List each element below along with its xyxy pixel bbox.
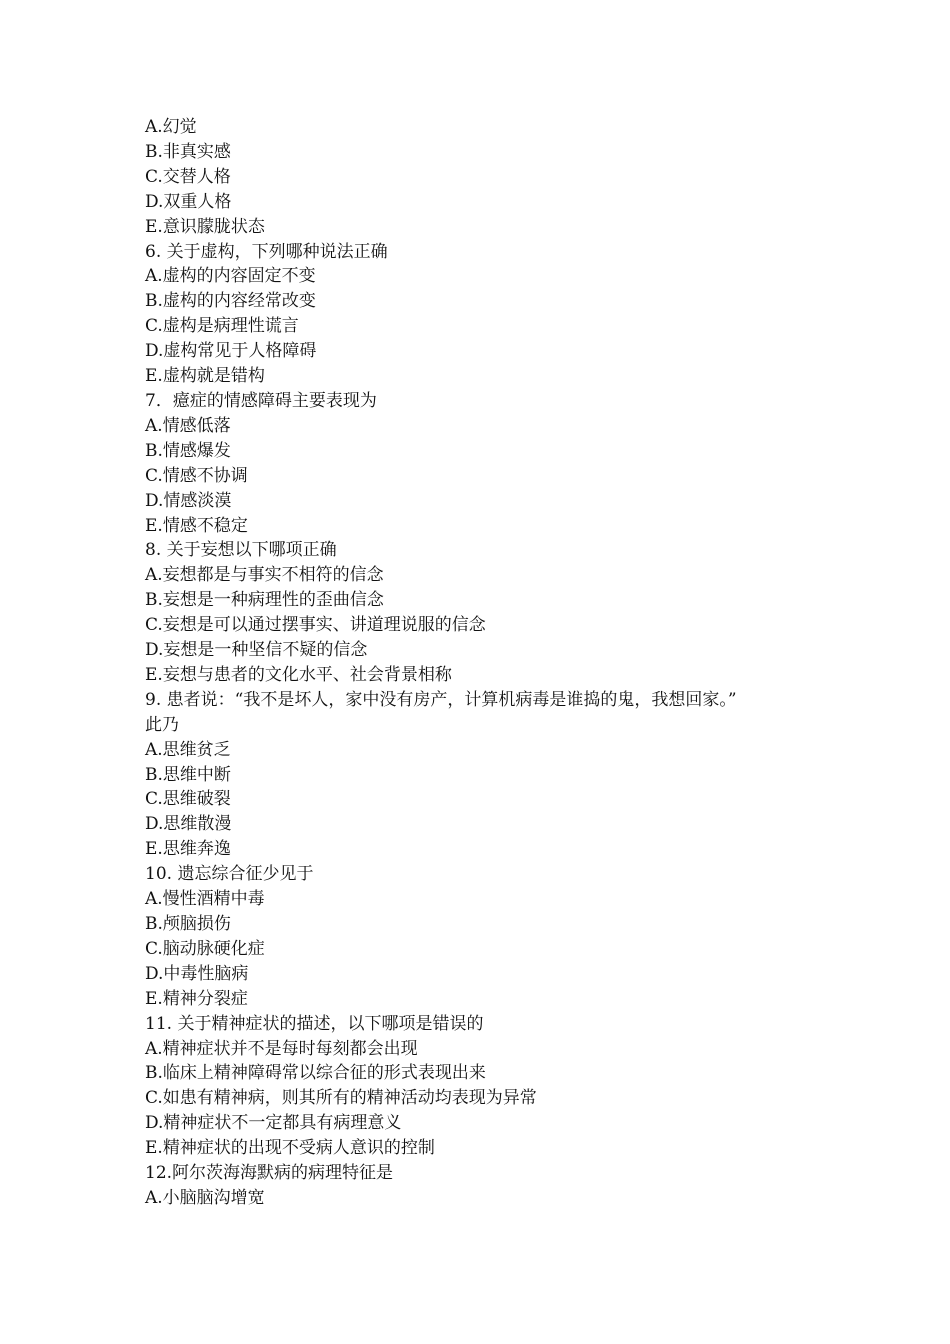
option-line: E.思维奔逸 xyxy=(145,839,231,860)
option-line: D.虚构常见于人格障碍 xyxy=(145,341,317,362)
option-line: B.妄想是一种病理性的歪曲信念 xyxy=(145,590,384,611)
option-line: B.思维中断 xyxy=(145,764,231,785)
option-line: B.情感爆发 xyxy=(145,440,231,461)
option-line: B.颅脑损伤 xyxy=(145,914,231,934)
question-line: 8. 关于妄想以下哪项正确 xyxy=(145,540,337,561)
question-line-continuation: 此乃 xyxy=(145,714,179,735)
option-line: C.情感不协调 xyxy=(145,465,248,486)
option-line: E.精神分裂症 xyxy=(145,988,248,1009)
option-line: C.脑动脉硬化症 xyxy=(145,938,265,959)
option-line: A.情感低落 xyxy=(145,415,231,436)
option-line: C.如患有精神病，则其所有的精神活动均表现为异常 xyxy=(145,1088,537,1109)
question-line: 9. 患者说：“我不是坏人，家中没有房产，计算机病毒是谁捣的鬼，我想回家。” xyxy=(145,689,737,710)
question-line: 10. 遗忘综合征少见于 xyxy=(145,864,314,885)
option-line: A.小脑脑沟增宽 xyxy=(145,1187,265,1208)
question-line: 6. 关于虚构，下列哪种说法正确 xyxy=(145,241,388,262)
option-line: C.思维破裂 xyxy=(145,789,231,810)
option-line: B.虚构的内容经常改变 xyxy=(145,291,316,312)
question-line: 12.阿尔茨海海默病的病理特征是 xyxy=(145,1163,394,1184)
option-line: D.中毒性脑病 xyxy=(145,963,249,984)
option-line: E.妄想与患者的文化水平、社会背景相称 xyxy=(145,664,452,685)
option-line: D.双重人格 xyxy=(145,191,232,212)
option-line: A.幻觉 xyxy=(145,117,197,137)
question-line: 11. 关于精神症状的描述，以下哪项是错误的 xyxy=(145,1013,484,1034)
option-line: C.交替人格 xyxy=(145,166,231,187)
option-line: A.妄想都是与事实不相符的信念 xyxy=(145,565,384,586)
option-line: A.虚构的内容固定不变 xyxy=(145,266,316,287)
document-body xyxy=(145,115,835,1211)
option-line: D.妄想是一种坚信不疑的信念 xyxy=(145,640,368,661)
option-line: D.思维散漫 xyxy=(145,814,232,835)
option-line: D.情感淡漠 xyxy=(145,490,232,511)
option-line: E.虚构就是错构 xyxy=(145,366,265,387)
option-line: B.非真实感 xyxy=(145,141,231,162)
option-line: C.妄想是可以通过摆事实、讲道理说服的信念 xyxy=(145,615,486,636)
option-line: E.意识朦胧状态 xyxy=(145,216,265,237)
option-line: C.虚构是病理性谎言 xyxy=(145,316,299,337)
question-line: 7．癔症的情感障碍主要表现为 xyxy=(145,390,377,411)
option-line: E.精神症状的出现不受病人意识的控制 xyxy=(145,1138,435,1159)
option-line: B.临床上精神障碍常以综合征的形式表现出来 xyxy=(145,1063,486,1084)
option-line: E.情感不稳定 xyxy=(145,515,248,536)
option-line: A.精神症状并不是每时每刻都会出现 xyxy=(145,1038,418,1059)
option-line: A.思维贫乏 xyxy=(145,739,231,760)
option-line: A.慢性酒精中毒 xyxy=(145,889,265,910)
option-line: D.精神症状不一定都具有病理意义 xyxy=(145,1113,402,1134)
